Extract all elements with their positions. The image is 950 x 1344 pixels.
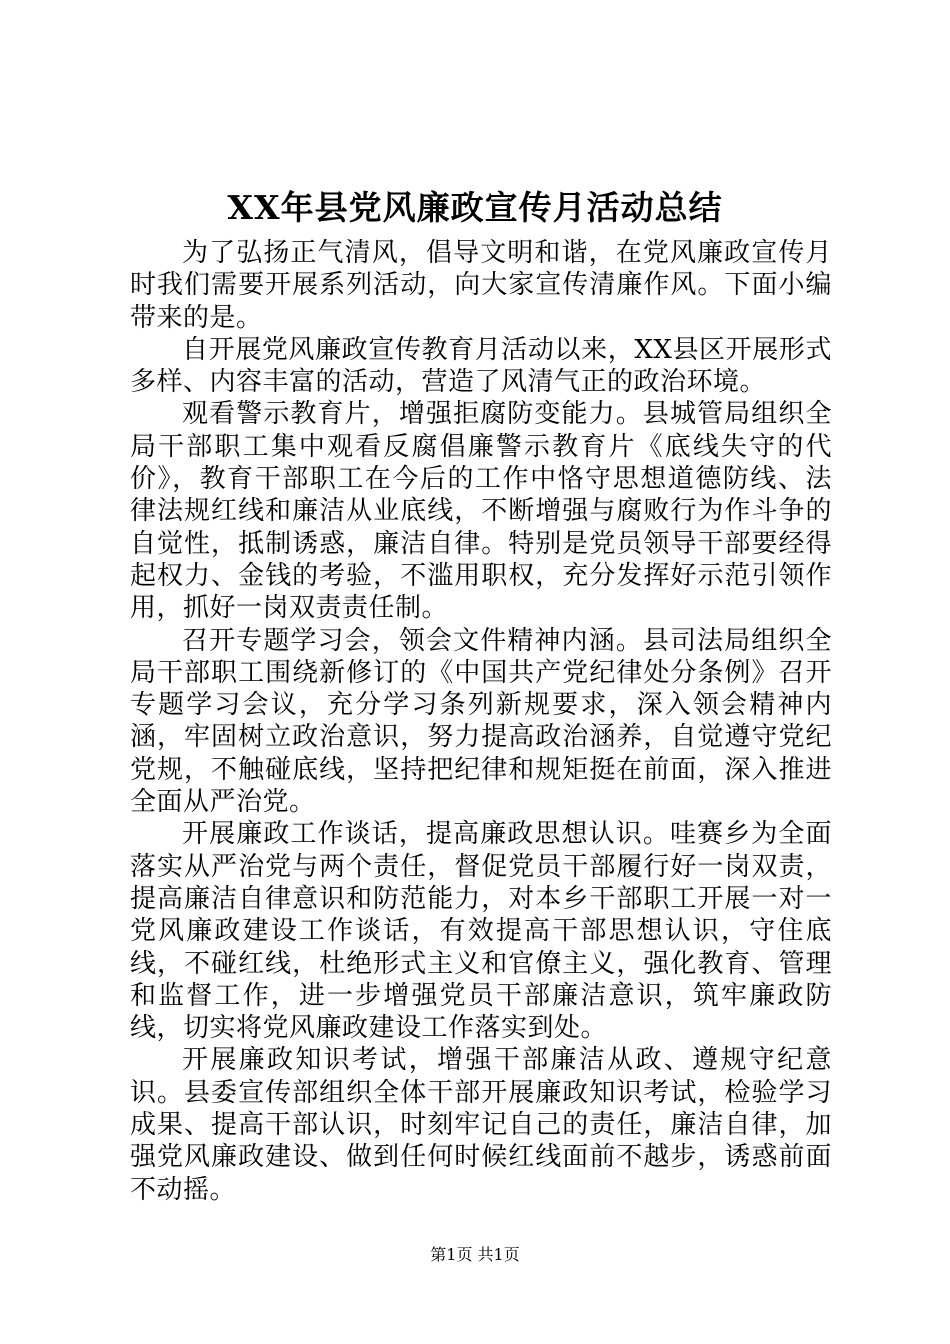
- paragraph-integrity-talk: 开展廉政工作谈话，提高廉政思想认识。哇赛乡为全面落实从严治党与两个责任，督促党员干部履行好一岗双责，提高廉洁自律意识和防范能力，对本乡干部职工开展一对一党风廉政建设工作谈话，有效提高干部思想认识，守住底线，不碰红线，杜绝形式主义和官僚主义，强化教育、管理和监督工作，进一步增强党员干部廉洁意识，筑牢廉政防线，切实将党风廉政建设工作落实到处。: [130, 819, 832, 1044]
- document-body: [130, 237, 832, 1206]
- paragraph-study-meeting: 召开专题学习会，领会文件精神内涵。县司法局组织全局干部职工围绕新修订的《中国共产党纪律处分条例》召开专题学习会议，充分学习条列新规要求，深入领会精神内涵，牢固树立政治意识，努力提高政治涵养，自觉遵守党纪党规，不触碰底线，坚持把纪律和规矩挺在前面，深入推进全面从严治党。: [130, 625, 832, 818]
- document-title: XX年县党风廉政宣传月活动总结: [227, 188, 723, 227]
- page-number-footer: 第1页 共1页: [430, 1245, 520, 1264]
- paragraph-intro: 为了弘扬正气清风，倡导文明和谐，在党风廉政宣传月时我们需要开展系列活动，向大家宣传清廉作风。下面小编带来的是。: [130, 238, 832, 333]
- paragraph-overview: 自开展党风廉政宣传教育月活动以来，XX县区开展形式多样、内容丰富的活动，营造了风清气正的政治环境。: [130, 334, 832, 398]
- paragraph-warning-film: 观看警示教育片，增强拒腐防变能力。县城管局组织全局干部职工集中观看反腐倡廉警示教育片《底线失守的代价》，教育干部职工在今后的工作中恪守思想道德防线、法律法规红线和廉洁从业底线，不断增强与腐败行为作斗争的自觉性，抵制诱惑，廉洁自律。特别是党员领导干部要经得起权力、金钱的考验，不滥用职权，充分发挥好示范引领作用，抓好一岗双责责任制。: [130, 399, 832, 624]
- paragraph-knowledge-exam: 开展廉政知识考试，增强干部廉洁从政、遵规守纪意识。县委宣传部组织全体干部开展廉政知识考试，检验学习成果、提高干部认识，时刻牢记自己的责任，廉洁自律，加强党风廉政建设、做到任何时候红线面前不越步，诱惑前面不动摇。: [130, 1045, 832, 1205]
